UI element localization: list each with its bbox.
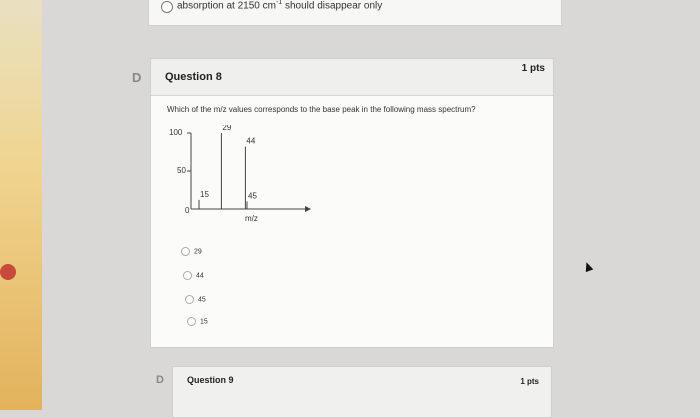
answer-label: 29 bbox=[194, 248, 202, 256]
question-title: Question 9 bbox=[187, 375, 234, 385]
y-tick-50: 50 bbox=[177, 166, 186, 175]
answer-option-2[interactable] bbox=[183, 271, 204, 280]
question-8-marker-icon: D bbox=[132, 70, 142, 85]
answer-label: 44 bbox=[196, 272, 204, 280]
question-9-marker-icon: D bbox=[156, 374, 164, 386]
answer-suffix: should disappear only bbox=[284, 0, 383, 12]
peaks-group bbox=[199, 125, 257, 209]
radio-button[interactable] bbox=[161, 1, 173, 13]
superscript: -1 bbox=[275, 0, 283, 6]
record-icon bbox=[0, 264, 16, 280]
question-9-card bbox=[172, 366, 552, 418]
answer-label: absorption at 2150 cm bbox=[177, 0, 276, 12]
x-axis-arrow bbox=[305, 206, 311, 212]
mouse-cursor-icon bbox=[583, 261, 594, 272]
y-tick-0: 0 bbox=[185, 206, 190, 215]
answer-label: 15 bbox=[200, 318, 208, 326]
question-title: Question 8 bbox=[165, 71, 222, 83]
answer-text bbox=[177, 0, 382, 11]
question-8-card bbox=[150, 58, 554, 348]
y-tick-100: 100 bbox=[169, 128, 183, 137]
radio-button[interactable] bbox=[185, 295, 194, 304]
radio-button[interactable] bbox=[183, 271, 192, 280]
answer-label: 45 bbox=[198, 296, 206, 304]
question-points: 1 pts bbox=[521, 63, 545, 74]
previous-answer-option[interactable] bbox=[148, 0, 562, 26]
question-header bbox=[151, 59, 553, 96]
x-axis-label: m/z bbox=[245, 214, 258, 223]
answer-option-3[interactable] bbox=[185, 295, 206, 304]
question-points: 1 pts bbox=[520, 377, 539, 386]
peak-label-44: 44 bbox=[246, 136, 256, 146]
radio-button[interactable] bbox=[187, 317, 196, 326]
radio-button[interactable] bbox=[181, 247, 190, 256]
answer-option-4[interactable] bbox=[187, 317, 208, 326]
question-prompt: Which of the m/z values corresponds to the base peak in the following mass spectrum? bbox=[167, 105, 476, 114]
mass-spectrum-chart bbox=[165, 125, 315, 235]
peak-label-45: 45 bbox=[248, 191, 257, 201]
answer-option-1[interactable] bbox=[181, 247, 202, 256]
peak-label-15: 15 bbox=[200, 189, 209, 199]
peak-label-29: 29 bbox=[222, 125, 232, 132]
left-edge-strip bbox=[0, 0, 42, 410]
